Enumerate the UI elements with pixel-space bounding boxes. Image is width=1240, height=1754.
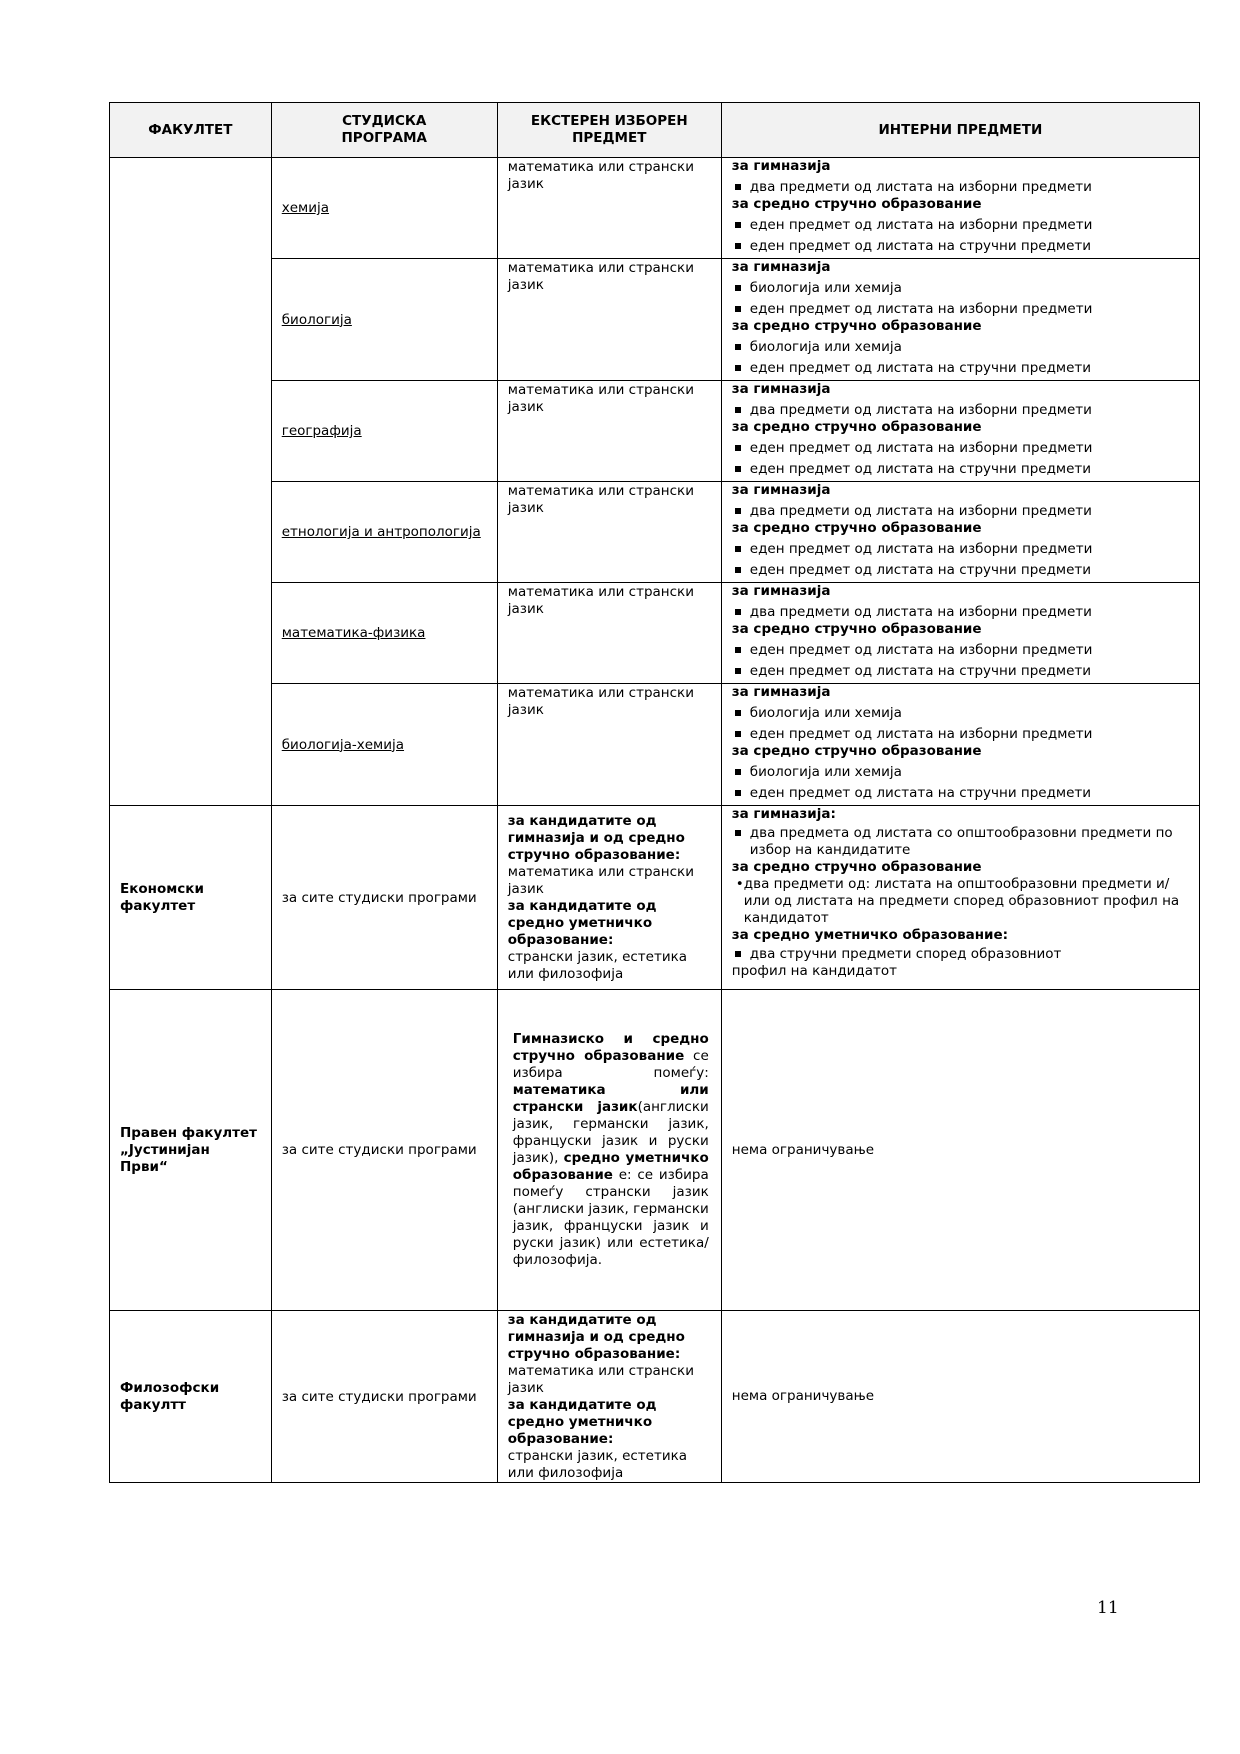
gym-heading: за гимназија bbox=[731, 259, 831, 275]
list-item: еден предмет од листата на стручни предмети bbox=[732, 785, 1191, 802]
list-item: еден предмет од листата на изборни предмети bbox=[732, 440, 1191, 457]
list-item: биологија или хемија bbox=[732, 339, 1191, 356]
internal-cell: нема ограничување bbox=[721, 990, 1199, 1311]
voc-heading: за средно стручно образование bbox=[731, 196, 982, 212]
ext-text: се избира помеѓу: bbox=[512, 1048, 709, 1081]
external-cell: математика или странски јазик bbox=[497, 482, 721, 583]
list-item: два стручни предмети според образовниот bbox=[732, 946, 1191, 963]
table-row-economics bbox=[110, 806, 1200, 990]
header-program: СТУДИСКА ПРОГРАМА bbox=[271, 103, 497, 158]
program-link[interactable]: географија bbox=[281, 423, 362, 439]
list-item: еден предмет од листата на изборни предмети bbox=[732, 726, 1191, 743]
ext-bold: Гимназиско и средно стручно образование bbox=[512, 1031, 709, 1064]
table-row bbox=[110, 684, 1200, 806]
table-row bbox=[110, 381, 1200, 482]
external-cell: математика или странски јазик bbox=[497, 158, 721, 259]
external-cell: математика или странски јазик bbox=[497, 583, 721, 684]
table-row bbox=[110, 259, 1200, 381]
list-item: еден предмет од листата на стручни предмети bbox=[732, 238, 1191, 255]
ext-heading: за кандидатите од гимназија и од средно стручно образование: bbox=[507, 813, 685, 863]
list-item: биологија или хемија bbox=[732, 764, 1191, 781]
program-cell bbox=[271, 583, 497, 684]
voc-heading: за средно стручно образование bbox=[731, 621, 982, 637]
list-item: • два предмети од: листата на општообразовни предмети и/или од листата на предмети според образовниот профил на кандидатот bbox=[732, 876, 1191, 927]
gym-heading: за гимназија bbox=[731, 684, 831, 700]
program-link[interactable]: биологија-хемија bbox=[281, 736, 405, 753]
list-item: еден предмет од листата на стручни предмети bbox=[732, 663, 1191, 680]
ext-text: математика или странски јазик bbox=[507, 1363, 694, 1396]
internal-cell bbox=[721, 259, 1199, 381]
gym-heading: за гимназија bbox=[731, 482, 831, 498]
external-cell bbox=[497, 806, 721, 990]
faculty-cell-empty bbox=[110, 158, 272, 806]
ext-heading: за кандидатите од средно уметничко образование: bbox=[507, 898, 657, 948]
faculty-economics: Економски факултет bbox=[110, 806, 272, 990]
list-item: биологија или хемија bbox=[732, 705, 1191, 722]
voc-heading: за средно стручно образование bbox=[731, 520, 982, 536]
table-row bbox=[110, 482, 1200, 583]
ext-text: е: се избира помеѓу странски јазик (англиски јазик, германски јазик, француски јазик и руски јазик) или естетика/филозофија. bbox=[512, 1167, 709, 1268]
page-number: 11 bbox=[1097, 1598, 1119, 1618]
list-item: еден предмет од листата на изборни предмети bbox=[732, 541, 1191, 558]
list-item: биологија или хемија bbox=[732, 280, 1191, 297]
ext-heading: за кандидатите од гимназија и од средно стручно образование: bbox=[507, 1312, 685, 1362]
internal-cell bbox=[721, 381, 1199, 482]
external-cell bbox=[497, 990, 721, 1311]
list-item: еден предмет од листата на изборни предмети bbox=[732, 642, 1191, 659]
internal-cell bbox=[721, 583, 1199, 684]
table-row bbox=[110, 158, 1200, 259]
list-item: два предмети од листата на изборни предмети bbox=[732, 402, 1191, 419]
program-link[interactable]: етнологија и антропологија bbox=[281, 524, 481, 540]
external-cell: математика или странски јазик bbox=[497, 259, 721, 381]
ext-text: (англиски јазик, германски јазик, француски јазик и руски јазик), bbox=[512, 1099, 709, 1166]
ext-text: странски јазик, естетика или филозофија bbox=[507, 949, 688, 982]
program-cell: за сите студиски програми bbox=[271, 1311, 497, 1483]
voc-heading: за средно стручно образование bbox=[731, 318, 982, 334]
gym-heading: за гимназија: bbox=[731, 806, 836, 822]
program-cell bbox=[271, 158, 497, 259]
program-cell: за сите студиски програми bbox=[271, 990, 497, 1311]
program-link[interactable]: биологија bbox=[281, 311, 352, 328]
list-item: еден предмет од листата на стручни предмети bbox=[732, 562, 1191, 579]
list-item: два предмета од листата со општообразовни предмети по избор на кандидатите bbox=[732, 825, 1191, 859]
list-item: еден предмет од листата на стручни предмети bbox=[732, 461, 1191, 478]
internal-cell bbox=[721, 806, 1199, 990]
gym-heading: за гимназија bbox=[731, 583, 831, 599]
program-cell: за сите студиски програми bbox=[271, 806, 497, 990]
list-item: еден предмет од листата на изборни предмети bbox=[732, 217, 1191, 234]
internal-cell: нема ограничување bbox=[721, 1311, 1199, 1483]
voc-heading: за средно стручно образование bbox=[731, 419, 982, 435]
header-row bbox=[110, 103, 1200, 158]
faculty-law: Правен факултет „Јустинијан Први“ bbox=[110, 990, 272, 1311]
list-item: два предмети од листата на изборни предмети bbox=[732, 503, 1191, 520]
program-link[interactable]: хемија bbox=[281, 200, 330, 216]
internal-cell bbox=[721, 684, 1199, 806]
voc-heading: за средно стручно образование bbox=[731, 743, 982, 759]
list-item: два предмети од листата на изборни предмети bbox=[732, 179, 1191, 196]
program-cell bbox=[271, 381, 497, 482]
list-item-cont: профил на кандидатот bbox=[731, 963, 898, 979]
table-row bbox=[110, 583, 1200, 684]
header-faculty: ФАКУЛТЕТ bbox=[110, 103, 272, 158]
header-internal: ИНТЕРНИ ПРЕДМЕТИ bbox=[721, 103, 1199, 158]
table-row-philosophy bbox=[110, 1311, 1200, 1483]
table-row-law bbox=[110, 990, 1200, 1311]
external-cell: математика или странски јазик bbox=[497, 381, 721, 482]
admission-table bbox=[109, 102, 1200, 1483]
header-external: ЕКСТЕРЕН ИЗБОРЕН ПРЕДМЕТ bbox=[497, 103, 721, 158]
ext-bold: математика или странски јазик bbox=[512, 1082, 709, 1115]
program-link[interactable]: математика-физика bbox=[281, 625, 426, 641]
faculty-philosophy: Филозофски факултт bbox=[110, 1311, 272, 1483]
program-cell bbox=[271, 684, 497, 806]
art-heading: за средно уметничко образование: bbox=[731, 927, 1009, 943]
external-cell bbox=[497, 1311, 721, 1483]
list-item: два предмети од листата на изборни предмети bbox=[732, 604, 1191, 621]
list-item: еден предмет од листата на стручни предмети bbox=[732, 360, 1191, 377]
internal-cell bbox=[721, 158, 1199, 259]
external-cell: математика или странски јазик bbox=[497, 684, 721, 806]
ext-bold: средно уметничко образование bbox=[512, 1150, 709, 1183]
program-cell bbox=[271, 482, 497, 583]
program-cell bbox=[271, 259, 497, 381]
list-item: еден предмет од листата на изборни предмети bbox=[732, 301, 1191, 318]
gym-heading: за гимназија bbox=[731, 381, 831, 397]
gym-heading: за гимназија bbox=[731, 158, 831, 174]
voc-heading: за средно стручно образование bbox=[731, 859, 982, 875]
ext-text: математика или странски јазик bbox=[507, 864, 694, 897]
ext-text: странски јазик, естетика или филозофија bbox=[507, 1448, 688, 1481]
internal-cell bbox=[721, 482, 1199, 583]
ext-heading: за кандидатите од средно уметничко образование: bbox=[507, 1397, 657, 1447]
